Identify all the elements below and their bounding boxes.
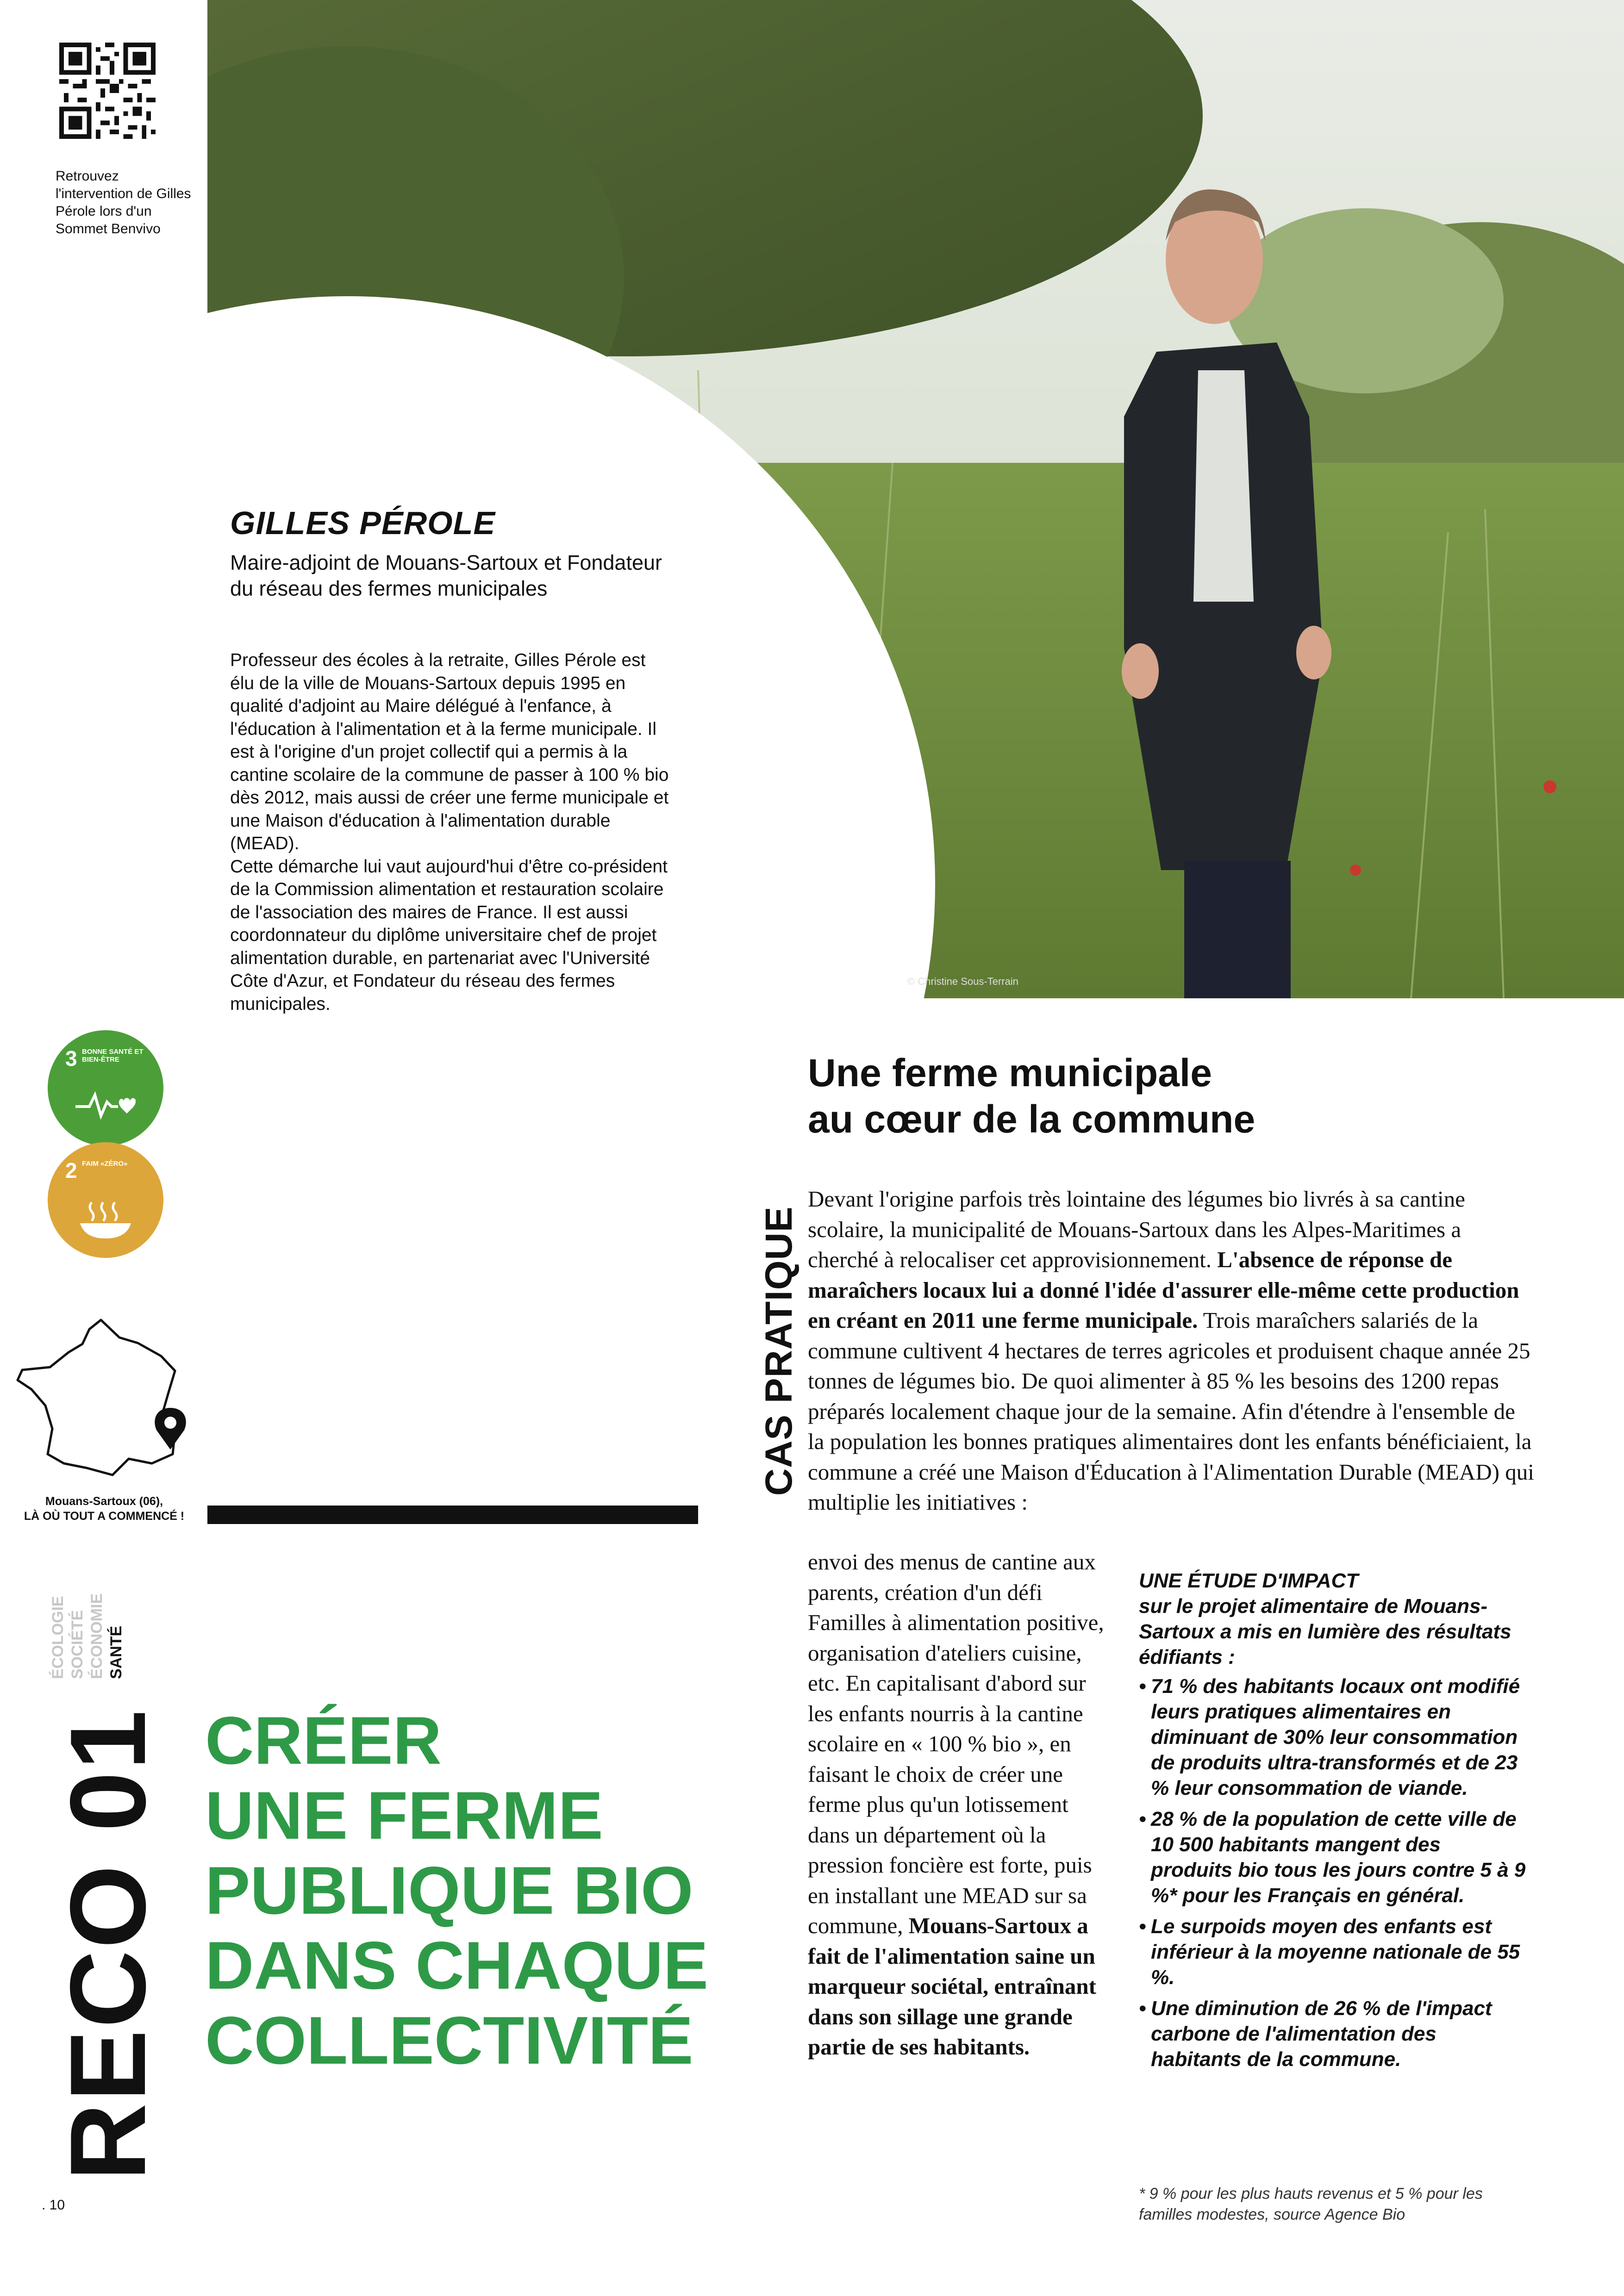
- case-text-narrow: [808, 1547, 1109, 2062]
- impact-title: UNE ÉTUDE D'IMPACT: [1139, 1569, 1359, 1592]
- sdg-2-badge: [48, 1142, 163, 1258]
- case-text-2: Trois maraîchers salariés de la commune cultivent 4 hectares de terres agricoles et produisent chaque année 25 tonnes de légumes bio. De quoi alimenter à 85 % les besoins des 1200 repas préparés localement chaque jour de la semaine. Afin d'étendre à l'ensemble de la population les bonnes pratiques alimentaires dont les enfants bénéficiaient, la commune a créé une Maison d'Éducation à l'Alimentation Durable (MEAD) qui multiplie les initiatives :: [808, 1307, 1534, 1515]
- sdg-3-badge: [48, 1030, 163, 1146]
- bio-paragraph-2: Cette démarche lui vaut aujourd'hui d'être co-président de la Commission alimentation et restauration scolaire de l'association des maires de France. Il est aussi coordonnateur du diplôme universitaire chef de projet alimentation durable, en partenariat avec l'Université Côte d'Azur, et Fondateur du réseau des fermes municipales.: [230, 856, 668, 1014]
- domain-tags: [49, 1568, 165, 1679]
- divider-bar: [207, 1506, 698, 1524]
- headline-line: PUBLIQUE BIO: [205, 1853, 693, 1928]
- bio-name: GILLES PÉROLE: [230, 505, 496, 541]
- impact-item: • Le surpoids moyen des enfants est inférieur à la moyenne nationale de 55 %.: [1139, 1914, 1528, 1990]
- impact-item: • 28 % de la population de cette ville de 10 500 habitants mangent des produits bio tous les jours contre 5 à 9 %* pour les Français en général.: [1139, 1806, 1528, 1908]
- domain-tag-sante: SANTÉ: [107, 1625, 125, 1679]
- heartbeat-icon: [75, 1086, 136, 1123]
- impact-footnote: * 9 % pour les plus hauts revenus et 5 % pour les familles modestes, source Agence Bio: [1139, 2185, 1483, 2223]
- bowl-icon: [75, 1198, 136, 1239]
- qr-code[interactable]: [59, 43, 156, 139]
- sdg-label: BONNE SANTÉ ET BIEN-ÊTRE: [82, 1048, 144, 1064]
- impact-study: [1139, 1568, 1528, 2078]
- bio-text: [230, 649, 675, 1015]
- map-caption-line2: LÀ OÙ TOUT A COMMENCÉ !: [24, 1510, 185, 1523]
- reco-label: RECO 01: [48, 1708, 168, 2181]
- impact-item: • 71 % des habitants locaux ont modifié leurs pratiques alimentaires en diminuant de 30% leur consommation de produits ultra-transformés et de 23 % leur consommation de viande.: [1139, 1674, 1528, 1801]
- impact-item: • Une diminution de 26 % de l'impact carbone de l'alimentation des habitants de la commune.: [1139, 1996, 1528, 2072]
- photo-credit: © Christine Sous-Terrain: [907, 976, 1018, 987]
- sdg-number: 2: [65, 1158, 77, 1182]
- case-label: CAS PRATIQUE: [758, 1206, 800, 1496]
- domain-tag-societe: SOCIÉTÉ: [69, 1610, 86, 1679]
- map-caption-line1: Mouans-Sartoux (06),: [45, 1495, 163, 1508]
- case-text-bold-2: Mouans-Sartoux a fait de l'alimentation saine un marqueur sociétal, entraînant dans son sillage une grande partie de ses habitants.: [808, 1913, 1096, 2060]
- impact-intro: sur le projet alimentaire de Mouans-Sartoux a mis en lumière des résultats édifiants :: [1139, 1595, 1512, 1668]
- domain-tag-ecologie: ÉCOLOGIE: [49, 1596, 67, 1679]
- case-text-wide: [808, 1184, 1537, 1518]
- bio-role: Maire-adjoint de Mouans-Sartoux et Fondateur du réseau des fermes municipales: [230, 551, 662, 600]
- case-text-3: envoi des menus de cantine aux parents, création d'un défi Familles à alimentation positive, organisation d'ateliers cuisine, etc. En capitalisant d'abord sur les enfants nourris à la cantine scolaire en « 100 % bio », en faisant le choix de créer une ferme plus qu'un lotissement dans un département où la pression foncière est forte, puis en installant une MEAD sur sa commune,: [808, 1549, 1104, 1938]
- france-map: [13, 1315, 194, 1487]
- headline-line: UNE FERME: [205, 1778, 603, 1853]
- case-text-1: Devant l'origine parfois très lointaine des légumes bio livrés à sa cantine scolaire, la municipalité de Mouans-Sartoux dans les Alpes-Maritimes a cherché à relocaliser cet approvisionnement.: [808, 1186, 1465, 1272]
- bio-paragraph-1: Professeur des écoles à la retraite, Gilles Pérole est élu de la ville de Mouans-Sartoux depuis 1995 en qualité d'adjoint au Maire délégué à l'enfance, à l'éducation à l'alimentation et à la ferme municipale. Il est à l'origine d'un projet collectif qui a permis à la cantine scolaire de la commune de passer à 100 % bio dès 2012, mais aussi de créer une ferme municipale et une Maison d'éducation à l'alimentation durable (MEAD).: [230, 650, 669, 853]
- impact-list: [1139, 1674, 1528, 2072]
- case-text-bold-1: L'absence de réponse de maraîchers locaux lui a donné l'idée d'assurer elle-même cette production en créant en 2011 une ferme municipale.: [808, 1247, 1519, 1333]
- headline-line: CRÉER: [205, 1703, 442, 1778]
- domain-tag-economie: ÉCONOMIE: [88, 1593, 106, 1679]
- sdg-number: 3: [65, 1046, 77, 1070]
- qr-caption: Retrouvez l'intervention de Gilles Pérole lors d'un Sommet Benvivo: [56, 168, 191, 236]
- headline-line: DANS CHAQUE: [205, 1928, 708, 2003]
- reco-headline: [205, 1703, 708, 2078]
- case-title: [808, 1050, 1255, 1142]
- map-caption: [9, 1494, 199, 1524]
- sdg-label: FAIM «ZÉRO»: [82, 1160, 128, 1168]
- headline-line: COLLECTIVITÉ: [205, 2003, 693, 2078]
- page-number: . 10: [42, 2197, 65, 2213]
- case-title-line2: au cœur de la commune: [808, 1097, 1255, 1141]
- case-title-line1: Une ferme municipale: [808, 1051, 1212, 1095]
